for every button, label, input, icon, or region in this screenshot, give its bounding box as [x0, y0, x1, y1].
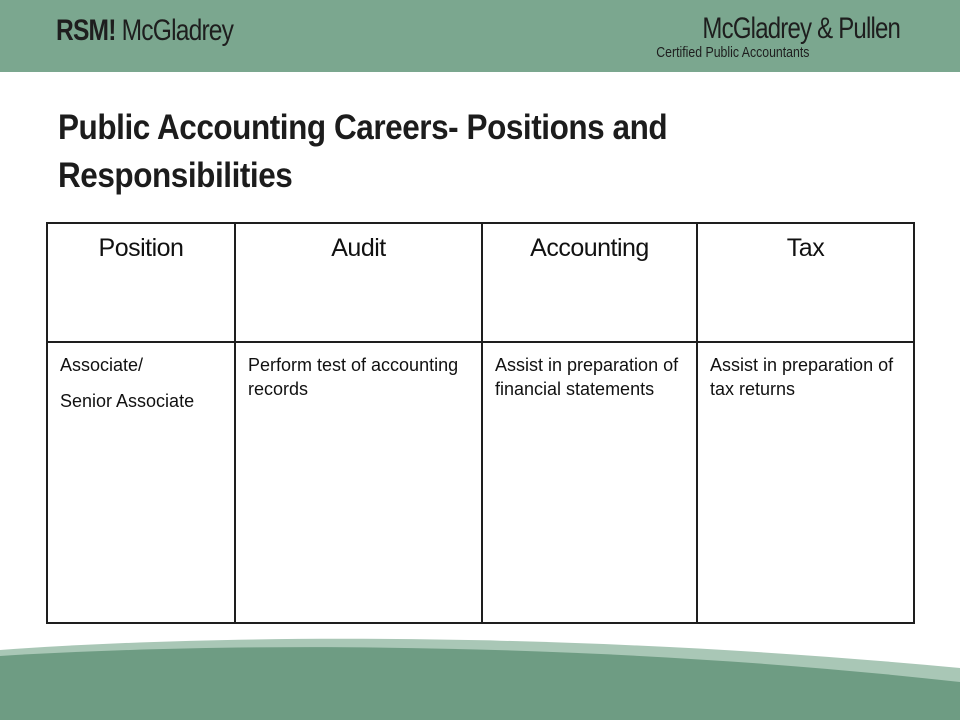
- rsm-mcgladrey-logo: [56, 14, 233, 48]
- table-row: [47, 342, 914, 623]
- header-audit: Audit: [235, 223, 482, 342]
- careers-table: [46, 222, 915, 624]
- cell-tax: Assist in preparation of tax returns: [697, 342, 914, 623]
- position-line-1: Associate/: [60, 355, 144, 375]
- header-accounting: Accounting: [482, 223, 697, 342]
- header-position: Position: [47, 223, 235, 342]
- position-line-2: Senior Associate: [60, 391, 195, 411]
- slide-title: Public Accounting Careers- Positions and Responsibilities: [58, 108, 668, 195]
- mcgladrey-pullen-logo: [653, 12, 900, 61]
- cell-accounting: Assist in preparation of financial statements: [482, 342, 697, 623]
- cell-position: [47, 342, 235, 623]
- header-band: [0, 0, 960, 72]
- header-tax: Tax: [697, 223, 914, 342]
- logo-mcgladrey-text: McGladrey: [115, 14, 234, 47]
- logo-rsm-text: RSM: [56, 14, 109, 47]
- logo-firm-tagline: Certified Public Accountants: [656, 44, 810, 61]
- cell-audit: Perform test of accounting records: [235, 342, 482, 623]
- footer-wave: [0, 620, 960, 720]
- logo-firm-name: McGladrey & Pullen: [702, 12, 900, 45]
- table-header-row: [47, 223, 914, 342]
- logo-rsm-mark: !: [108, 14, 116, 47]
